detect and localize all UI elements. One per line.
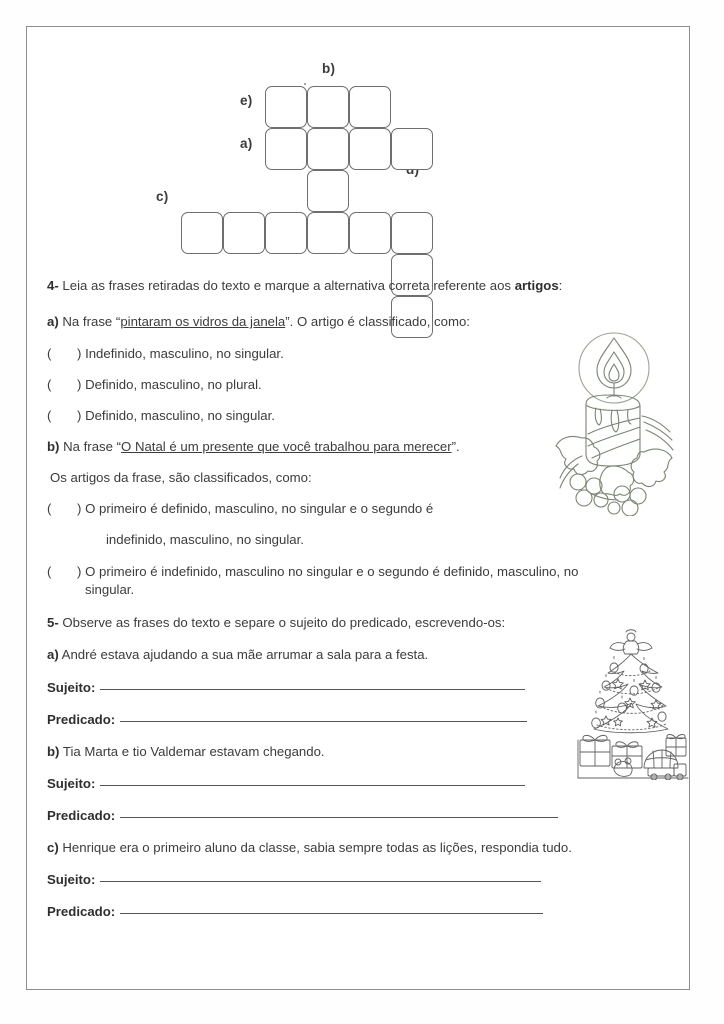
question-4a-marker: a) bbox=[47, 314, 59, 329]
option-checkbox-paren[interactable]: ( bbox=[47, 408, 52, 423]
question-5a-sentence bbox=[47, 647, 428, 663]
answer-field-predicado[interactable] bbox=[47, 904, 543, 919]
crossword-dot-marker bbox=[304, 83, 306, 85]
question-5a-text: André estava ajudando a sua mãe arrumar a sala para a festa. bbox=[61, 647, 429, 662]
answer-field-sujeito[interactable] bbox=[47, 680, 525, 695]
option-checkbox-paren[interactable]: ( bbox=[47, 564, 52, 579]
answer-line[interactable] bbox=[100, 689, 525, 690]
question-4b-subprompt: Os artigos da frase, são classificados, como: bbox=[50, 470, 312, 485]
crossword-cell[interactable] bbox=[391, 212, 433, 254]
option-label: Definido, masculino, no plural. bbox=[85, 377, 262, 392]
crossword-label-e: e) bbox=[240, 93, 253, 108]
question-5b-marker: b) bbox=[47, 744, 60, 759]
question-5b-text: Tia Marta e tio Valdemar estavam chegando. bbox=[62, 744, 325, 759]
crossword-cell[interactable] bbox=[307, 170, 349, 212]
question-5b-sentence bbox=[47, 744, 325, 760]
crossword-cell[interactable] bbox=[307, 212, 349, 254]
answer-line[interactable] bbox=[100, 881, 541, 882]
option-checkbox-paren[interactable]: ( bbox=[47, 346, 52, 361]
question-4b-option[interactable]: ( ) O primeiro é indefinido, masculino no singular e o segundo é definido, masculino, no bbox=[47, 564, 579, 579]
question-4a-statement bbox=[47, 314, 470, 330]
crossword-cell[interactable] bbox=[391, 128, 433, 170]
crossword-puzzle bbox=[26, 26, 690, 276]
answer-line[interactable] bbox=[120, 913, 543, 914]
question-4-prompt bbox=[47, 278, 562, 294]
crossword-cell[interactable] bbox=[307, 128, 349, 170]
answer-label: Sujeito: bbox=[47, 872, 96, 887]
question-4b-statement bbox=[47, 439, 460, 455]
answer-line[interactable] bbox=[100, 785, 525, 786]
crossword-cell[interactable] bbox=[307, 86, 349, 128]
answer-label: Sujeito: bbox=[47, 680, 96, 695]
christmas-candle-illustration bbox=[552, 326, 692, 516]
question-5-number: 5- bbox=[47, 615, 59, 630]
option-label: Definido, masculino, no singular. bbox=[85, 408, 275, 423]
question-4a-option[interactable]: ( ) Definido, masculino, no plural. bbox=[47, 377, 262, 392]
question-4b-option-continuation bbox=[106, 532, 304, 547]
question-4a-text-after: ”. O artigo é classificado, como: bbox=[285, 314, 470, 329]
crossword-label-a: a) bbox=[240, 136, 253, 151]
crossword-cell[interactable] bbox=[181, 212, 223, 254]
question-4b-option-continuation bbox=[85, 582, 134, 597]
option-label: O primeiro é definido, masculino, no singular e o segundo é bbox=[85, 501, 434, 516]
crossword-label-b: b) bbox=[322, 61, 336, 76]
question-5c-sentence bbox=[47, 840, 572, 856]
answer-field-predicado[interactable] bbox=[47, 712, 527, 727]
answer-field-sujeito[interactable] bbox=[47, 776, 525, 791]
crossword-cell[interactable] bbox=[349, 86, 391, 128]
question-5-prompt bbox=[47, 615, 505, 631]
crossword-cell[interactable] bbox=[349, 212, 391, 254]
crossword-cell[interactable] bbox=[223, 212, 265, 254]
crossword-label-c: c) bbox=[156, 189, 169, 204]
question-4a-quoted: pintaram os vidros da janela bbox=[120, 314, 286, 329]
answer-label: Predicado: bbox=[47, 712, 116, 727]
option-checkbox-paren[interactable]: ( bbox=[47, 501, 52, 516]
answer-line[interactable] bbox=[120, 721, 527, 722]
crossword-cell[interactable] bbox=[349, 128, 391, 170]
option-label: O primeiro é indefinido, masculino no singular e o segundo é definido, masculino, no bbox=[85, 564, 579, 579]
question-5a-marker: a) bbox=[47, 647, 59, 662]
question-4b-marker: b) bbox=[47, 439, 60, 454]
question-4b-quoted: O Natal é um presente que você trabalhou para merecer bbox=[121, 439, 452, 454]
question-4-prompt-text: Leia as frases retiradas do texto e marque a alternativa correta referente aos bbox=[62, 278, 515, 293]
answer-label: Sujeito: bbox=[47, 776, 96, 791]
question-4a-option[interactable]: ( ) Definido, masculino, no singular. bbox=[47, 408, 275, 423]
question-4b-option[interactable]: ( ) O primeiro é definido, masculino, no singular e o segundo é bbox=[47, 501, 434, 516]
answer-field-sujeito[interactable] bbox=[47, 872, 541, 887]
option-label-line2: indefinido, masculino, no singular. bbox=[106, 532, 304, 547]
question-5c-text: Henrique era o primeiro aluno da classe, sabia sempre todas as lições, respondia tudo. bbox=[62, 840, 572, 855]
question-4a-option[interactable]: ( ) Indefinido, masculino, no singular. bbox=[47, 346, 284, 361]
answer-label: Predicado: bbox=[47, 904, 116, 919]
question-4-prompt-end: : bbox=[558, 278, 563, 293]
option-label-line2: singular. bbox=[85, 582, 135, 597]
christmas-tree-illustration bbox=[570, 628, 692, 780]
crossword-cell[interactable] bbox=[265, 212, 307, 254]
crossword-cell[interactable] bbox=[265, 86, 307, 128]
question-5-prompt-text: Observe as frases do texto e separe o sujeito do predicado, escrevendo-os: bbox=[62, 615, 506, 630]
answer-label: Predicado: bbox=[47, 808, 116, 823]
question-4a-text-before: Na frase “ bbox=[62, 314, 121, 329]
question-4-number: 4- bbox=[47, 278, 59, 293]
question-4b-text-after: ”. bbox=[451, 439, 460, 454]
option-label: Indefinido, masculino, no singular. bbox=[85, 346, 284, 361]
question-4b-text-before: Na frase “ bbox=[63, 439, 122, 454]
option-checkbox-paren[interactable]: ( bbox=[47, 377, 52, 392]
crossword-cell[interactable] bbox=[265, 128, 307, 170]
question-5c-marker: c) bbox=[47, 840, 59, 855]
question-4-prompt-keyword: artigos bbox=[514, 278, 559, 293]
answer-field-predicado[interactable] bbox=[47, 808, 558, 823]
answer-line[interactable] bbox=[120, 817, 558, 818]
